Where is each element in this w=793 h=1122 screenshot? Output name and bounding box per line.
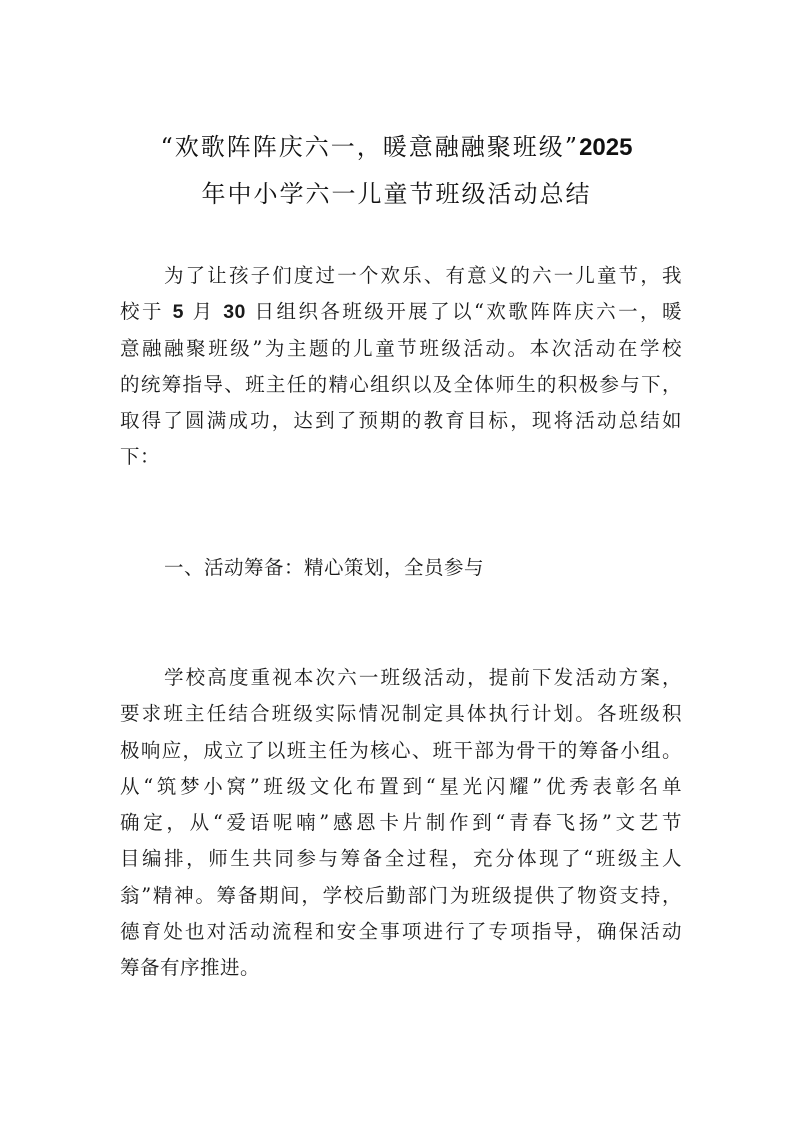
text-line: 筹备有序推进。: [120, 956, 261, 980]
text-fragment: 校于: [120, 300, 164, 324]
paragraph-intro: [120, 258, 682, 476]
text-fragment: 月: [192, 300, 215, 324]
text-line: 下：: [120, 445, 161, 469]
text-line: 德育处也对活动流程和安全事项进行了专项指导，确保活动: [120, 920, 682, 944]
text-line: 从“筑梦小窝”班级文化布置到“星光闪耀”优秀表彰名单: [120, 774, 682, 798]
title-line-1: [100, 124, 693, 171]
title-line-2: 年中小学六一儿童节班级活动总结: [201, 180, 592, 208]
paragraph-preparation: [120, 660, 682, 987]
title-text: “欢歌阵阵庆六一，暖意融融聚班级”: [160, 133, 580, 161]
section-heading-text: 一、活动筹备：精心策划，全员参与: [164, 556, 485, 579]
text-line: 要求班主任结合班级实际情况制定具体执行计划。各班级积: [120, 702, 682, 726]
text-line: 确定，从“爱语呢喃”感恩卡片制作到“青春飞扬”文艺节: [120, 811, 682, 835]
text-line: 学校高度重视本次六一班级活动，提前下发活动方案，: [164, 666, 682, 689]
text-fragment: 日组织各班级开展了以“欢歌阵阵庆六一，暖: [254, 300, 682, 324]
document-title: [100, 124, 693, 218]
text-line: 极响应，成立了以班主任为核心、班干部为骨干的筹备小组。: [120, 738, 682, 762]
text-line: 意融融聚班级”为主题的儿童节班级活动。本次活动在学校: [120, 336, 682, 360]
section-heading: [120, 550, 682, 586]
title-year: 2025: [579, 134, 633, 161]
date-month-number: 5: [172, 301, 184, 324]
text-line: 的统筹指导、班主任的精心组织以及全体师生的积极参与下，: [120, 372, 682, 396]
text-line: 翁”精神。筹备期间，学校后勤部门为班级提供了物资支持，: [120, 883, 682, 907]
text-line: 目编排，师生共同参与筹备全过程，充分体现了“班级主人: [120, 847, 682, 871]
date-day-number: 30: [223, 301, 246, 324]
text-line: 取得了圆满成功，达到了预期的教育目标，现将活动总结如: [120, 409, 682, 433]
text-line: 为了让孩子们度过一个欢乐、有意义的六一儿童节，我: [164, 264, 682, 287]
text-line: [120, 294, 682, 330]
